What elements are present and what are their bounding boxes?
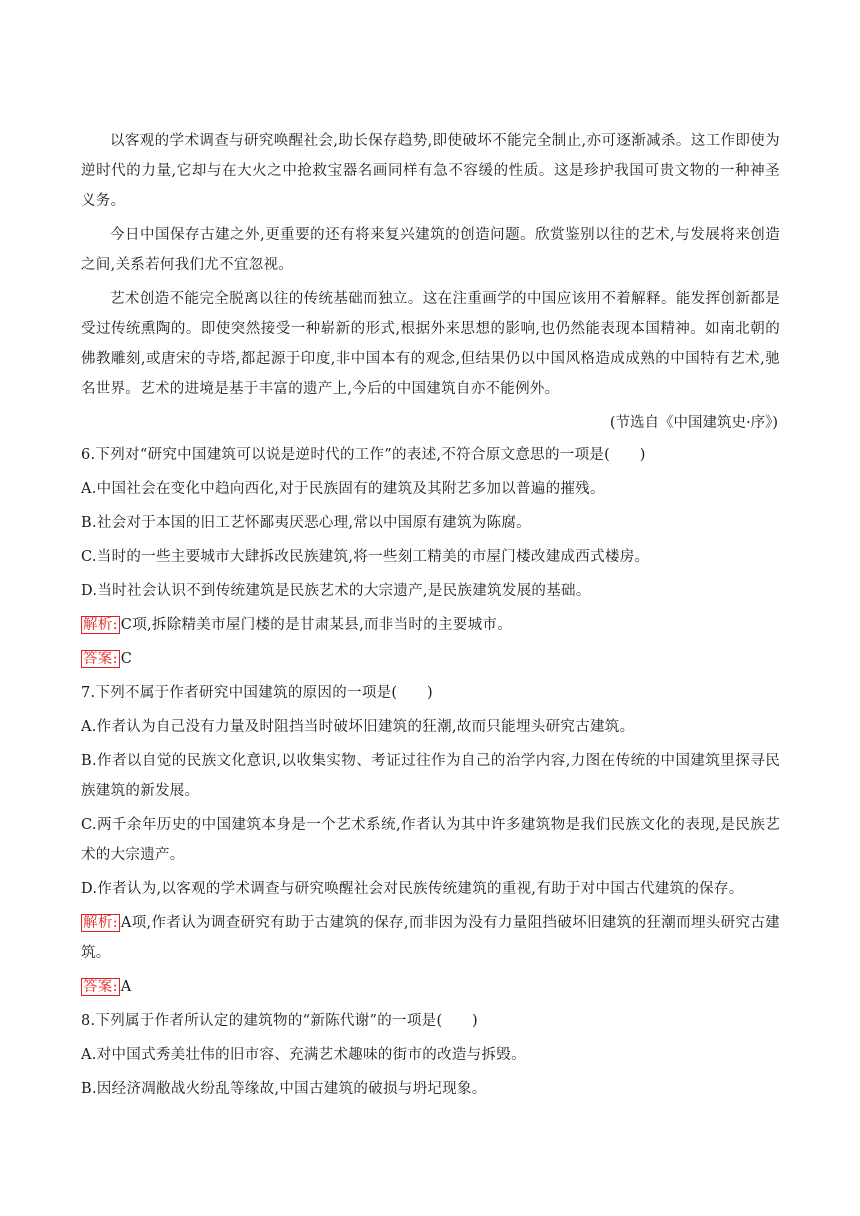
question-7-analysis: [81, 908, 780, 968]
question-8-option-b: B.因经济凋敝战火纷乱等缘故,中国古建筑的破损与坍圮现象。: [81, 1081, 487, 1097]
question-6-answer-text: C: [120, 651, 133, 667]
question-8-option-a: A.对中国式秀美壮伟的旧市容、充满艺术趣味的街市的改造与拆毁。: [81, 1047, 526, 1063]
question-7-analysis-text: A项,作者认为调查研究有助于古建筑的保存,而非因为没有力量阻挡破坏旧建筑的狂潮而埋头研究古建筑。: [81, 915, 780, 961]
question-7-stem: 7.下列不属于作者研究中国建筑的原因的一项是( ): [81, 685, 433, 701]
analysis-label: 解析:: [83, 915, 118, 931]
question-6-option-a: A.中国社会在变化中趋向西化,对于民族固有的建筑及其附艺多加以普遍的摧残。: [81, 481, 605, 497]
passage-paragraph-3: 艺术创造不能完全脱离以往的传统基础而独立。这在注重画学的中国应该用不着解释。能发挥创新都是受过传统熏陶的。即使突然接受一种崭新的形式,根据外来思想的影响,也仍然能表现本国精神。如南北朝的佛教雕刻,或唐宋的寺塔,都起源于印度,非中国本有的观念,但结果仍以中国风格造成成熟的中国特有艺术,驰名世界。艺术的进境是基于丰富的遗产上,今后的中国建筑自亦不能例外。: [81, 291, 780, 397]
question-6-option-b: B.社会对于本国的旧工艺怀鄙夷厌恶心理,常以中国原有建筑为陈腐。: [81, 515, 531, 531]
question-6-answer: [81, 644, 780, 674]
question-7-answer: [81, 972, 780, 1002]
question-6-analysis-text: C项,拆除精美市屋门楼的是甘肃某县,而非当时的主要城市。: [120, 617, 513, 633]
question-8-stem: 8.下列属于作者所认定的建筑物的“新陈代谢”的一项是( ): [81, 1013, 478, 1029]
question-7-option-a: A.作者认为自己没有力量及时阻挡当时破坏旧建筑的狂潮,故而只能埋头研究古建筑。: [81, 719, 635, 735]
question-7-option-c: C.两千余年历史的中国建筑本身是一个艺术系统,作者认为其中许多建筑物是我们民族文化的表现,是民族艺术的大宗遗产。: [81, 817, 780, 863]
question-6-option-d: D.当时社会认识不到传统建筑是民族艺术的大宗遗产,是民族建筑发展的基础。: [81, 583, 591, 599]
question-7-option-b: B.作者以自觉的民族文化意识,以收集实物、考证过往作为自己的治学内容,力图在传统的中国建筑里探寻民族建筑的新发展。: [81, 753, 780, 799]
passage-paragraph-1: 以客观的学术调查与研究唤醒社会,助长保存趋势,即使破坏不能完全制止,亦可逐渐减杀。这工作即使为逆时代的力量,它却与在大火之中抢救宝器名画同样有急不容缓的性质。这是珍护我国可贵文物的一种神圣义务。: [81, 133, 780, 209]
passage-source: (节选自《中国建筑史·序》): [609, 415, 778, 431]
question-7-option-d: D.作者认为,以客观的学术调查与研究唤醒社会对民族传统建筑的重视,有助于对中国古代建筑的保存。: [81, 881, 744, 897]
question-6-analysis: [81, 610, 780, 640]
question-6-stem: 6.下列对“研究中国建筑可以说是逆时代的工作”的表述,不符合原文意思的一项是( ): [81, 447, 646, 463]
question-7-answer-text: A: [120, 979, 132, 995]
answer-label: 答案:: [83, 979, 118, 995]
answer-label: 答案:: [83, 651, 118, 667]
analysis-label: 解析:: [83, 617, 118, 633]
passage-paragraph-2: 今日中国保存古建之外,更重要的还有将来复兴建筑的创造问题。欣赏鉴别以往的艺术,与发展将来创造之间,关系若何我们尤不宜忽视。: [81, 227, 780, 273]
question-6-option-c: C.当时的一些主要城市大肆拆改民族建筑,将一些刻工精美的市屋门楼改建成西式楼房。: [81, 549, 650, 565]
